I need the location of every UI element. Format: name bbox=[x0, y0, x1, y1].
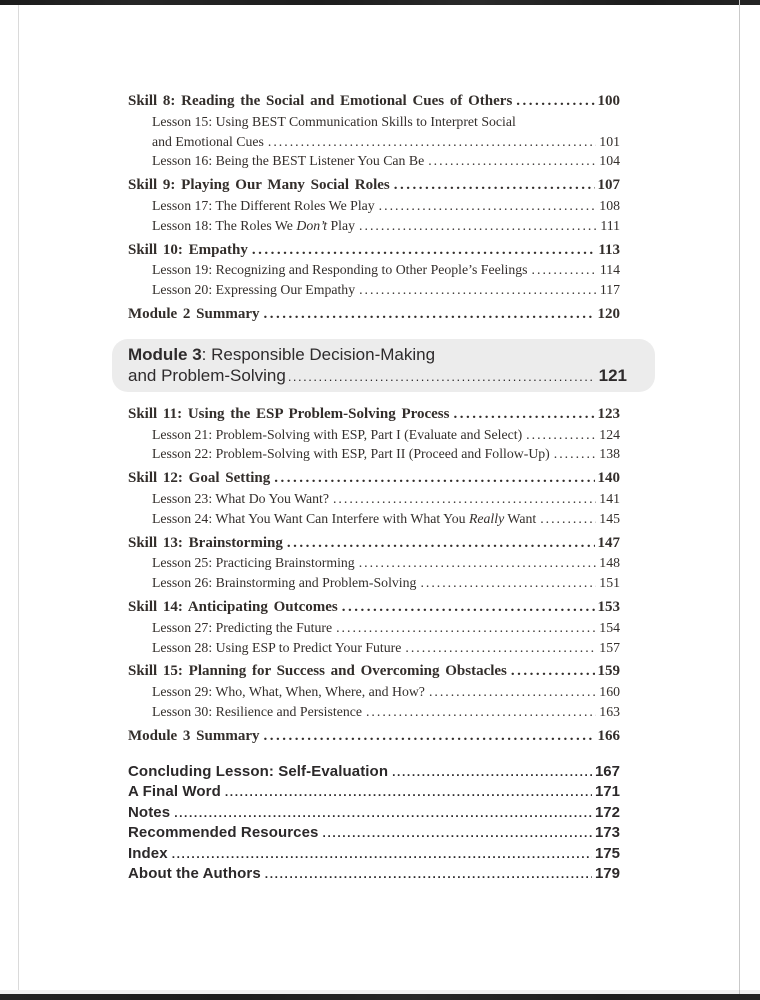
toc-entry bbox=[128, 598, 620, 618]
dot-leader bbox=[394, 176, 595, 196]
dot-leader bbox=[405, 638, 596, 658]
toc-entry-label: Lesson 26: Brainstorming and Problem-Solving bbox=[152, 575, 417, 591]
toc-entry bbox=[128, 803, 620, 824]
dot-leader bbox=[532, 260, 597, 280]
toc-entry-label: Notes bbox=[128, 803, 171, 821]
toc-entry bbox=[128, 782, 620, 803]
page-number: 159 bbox=[597, 663, 620, 680]
dot-leader bbox=[359, 280, 597, 300]
page-number: 160 bbox=[599, 684, 620, 700]
toc-entry-label: Lesson 25: Practicing Brainstorming bbox=[152, 555, 355, 571]
toc-entry-label: Lesson 28: Using ESP to Predict Your Future bbox=[152, 639, 402, 655]
toc-entry-label: and Emotional Cues bbox=[152, 133, 264, 149]
toc-entry bbox=[128, 405, 620, 425]
dot-leader bbox=[225, 782, 592, 803]
module3-title-rest: : Responsible Decision-Making bbox=[201, 344, 436, 364]
toc-entry bbox=[128, 216, 620, 236]
dot-leader bbox=[392, 762, 592, 783]
toc-entry bbox=[128, 196, 620, 216]
dot-leader bbox=[288, 365, 595, 387]
dot-leader bbox=[359, 216, 597, 236]
toc-entry bbox=[128, 638, 620, 658]
toc-entry-label: Lesson 15: Using BEST Communication Skills to Interpret Social bbox=[152, 113, 516, 129]
scan-edge-top bbox=[0, 0, 760, 5]
toc-entry-label: Module 2 Summary bbox=[128, 305, 260, 322]
toc-entry bbox=[128, 469, 620, 489]
toc-entry-label: Lesson 29: Who, What, When, Where, and How? bbox=[152, 684, 425, 700]
dot-leader bbox=[342, 598, 595, 618]
dot-leader bbox=[323, 823, 592, 844]
dot-leader bbox=[252, 241, 595, 261]
toc-entry-label: Lesson 21: Problem-Solving with ESP, Part I (Evaluate and Select) bbox=[152, 426, 523, 442]
toc-entry-label: Lesson 20: Expressing Our Empathy bbox=[152, 282, 356, 298]
toc-entry-label: Skill 15: Planning for Success and Overcoming Obstacles bbox=[128, 663, 507, 680]
toc-entry bbox=[128, 280, 620, 300]
toc-entry bbox=[128, 151, 620, 171]
toc-entry bbox=[128, 864, 620, 885]
toc-entry-label: Skill 9: Playing Our Many Social Roles bbox=[128, 177, 390, 194]
page-number: 121 bbox=[598, 365, 627, 385]
toc-entry bbox=[128, 553, 620, 573]
page-edge-line-right bbox=[739, 0, 740, 994]
toc-entry bbox=[128, 618, 620, 638]
page-number: 153 bbox=[597, 598, 620, 615]
dot-leader bbox=[420, 573, 596, 593]
dot-leader bbox=[172, 844, 592, 865]
toc-entry-label: A Final Word bbox=[128, 783, 221, 801]
toc-entry bbox=[128, 727, 620, 747]
page-number: 107 bbox=[597, 177, 620, 194]
dot-leader bbox=[274, 469, 594, 489]
toc-entry-label: Lesson 16: Being the BEST Listener You Can Be bbox=[152, 153, 425, 169]
toc-entry-label: About the Authors bbox=[128, 865, 261, 883]
page-number: 108 bbox=[599, 197, 620, 213]
toc-entry bbox=[128, 662, 620, 682]
toc-entry-label: Skill 13: Brainstorming bbox=[128, 534, 283, 551]
toc-entry bbox=[128, 844, 620, 865]
module3-header bbox=[112, 339, 655, 392]
toc-entry bbox=[128, 92, 620, 112]
page-number: 138 bbox=[599, 446, 620, 462]
page-number: 141 bbox=[599, 490, 620, 506]
page-number: 140 bbox=[597, 470, 620, 487]
scan-edge-bottom bbox=[0, 994, 760, 1000]
dot-leader bbox=[526, 425, 596, 445]
dot-leader bbox=[428, 151, 596, 171]
module3-title-line2: and Problem-Solving bbox=[128, 365, 286, 385]
toc-entry bbox=[128, 702, 620, 722]
toc-entry bbox=[128, 573, 620, 593]
toc-entry bbox=[128, 534, 620, 554]
toc-entry-label: Recommended Resources bbox=[128, 824, 319, 842]
toc-entry-label: Lesson 24: What You Want Can Interfere with What You Really Want bbox=[152, 510, 537, 526]
toc-entry-label: Lesson 22: Problem-Solving with ESP, Part II (Proceed and Follow-Up) bbox=[152, 446, 550, 462]
toc-entry bbox=[128, 489, 620, 509]
page-number: 154 bbox=[599, 619, 620, 635]
toc-entry bbox=[128, 132, 620, 152]
page-number: 179 bbox=[594, 865, 620, 883]
toc-entry-label: Lesson 19: Recognizing and Responding to Other People’s Feelings bbox=[152, 262, 528, 278]
module3-title-line2-row bbox=[128, 365, 627, 387]
toc-entry-label: Skill 11: Using the ESP Problem-Solving Process bbox=[128, 405, 450, 422]
toc-entry bbox=[128, 762, 620, 783]
toc-entry-label: Lesson 17: The Different Roles We Play bbox=[152, 197, 375, 213]
toc-entry bbox=[128, 425, 620, 445]
toc-entry bbox=[128, 444, 620, 464]
dot-leader bbox=[265, 864, 592, 885]
toc-entry bbox=[128, 112, 620, 132]
page-number: 113 bbox=[598, 241, 620, 258]
page-number: 100 bbox=[597, 93, 620, 109]
toc-entry-label: Skill 12: Goal Setting bbox=[128, 470, 271, 487]
page-number: 101 bbox=[599, 133, 620, 149]
page-number: 104 bbox=[599, 153, 620, 169]
dot-leader bbox=[287, 534, 595, 554]
page-number: 151 bbox=[599, 575, 620, 591]
dot-leader bbox=[516, 92, 594, 112]
page-number: 124 bbox=[599, 426, 620, 442]
dot-leader bbox=[511, 662, 595, 682]
toc-entry bbox=[128, 241, 620, 261]
page-number: 163 bbox=[599, 703, 620, 719]
dot-leader bbox=[366, 702, 596, 722]
toc-entry bbox=[128, 509, 620, 529]
dot-leader bbox=[540, 509, 596, 529]
page-number: 167 bbox=[594, 762, 620, 780]
page-number: 157 bbox=[599, 639, 620, 655]
module3-label: Module 3 bbox=[128, 344, 202, 364]
page-number: 123 bbox=[597, 405, 620, 422]
toc-entry bbox=[128, 305, 620, 325]
toc-entry-label: Module 3 Summary bbox=[128, 727, 260, 744]
toc-entry-label: Index bbox=[128, 844, 168, 862]
dot-leader bbox=[379, 196, 597, 216]
toc-entry-label: Lesson 18: The Roles We Don’t Play bbox=[152, 217, 356, 233]
toc-entry-label: Lesson 30: Resilience and Persistence bbox=[152, 703, 362, 719]
page-number: 120 bbox=[597, 305, 620, 322]
page-number: 166 bbox=[597, 727, 620, 744]
page-edge-line-left bbox=[18, 5, 19, 990]
toc-entry-label: Lesson 23: What Do You Want? bbox=[152, 490, 329, 506]
page-number: 145 bbox=[599, 510, 620, 526]
dot-leader bbox=[336, 618, 596, 638]
dot-leader bbox=[264, 727, 595, 747]
dot-leader bbox=[174, 803, 592, 824]
toc-entry-label: Skill 10: Empathy bbox=[128, 241, 248, 258]
page-number: 148 bbox=[599, 555, 620, 571]
back-matter-section bbox=[128, 762, 620, 886]
dot-leader bbox=[264, 305, 595, 325]
page-number: 173 bbox=[594, 824, 620, 842]
page-number: 111 bbox=[600, 217, 620, 233]
dot-leader bbox=[359, 553, 597, 573]
toc-entry bbox=[128, 823, 620, 844]
page-number: 171 bbox=[594, 783, 620, 801]
page-number: 175 bbox=[594, 844, 620, 862]
toc-module2-section bbox=[128, 92, 620, 325]
toc-entry-label: Skill 8: Reading the Social and Emotional Cues of Others bbox=[128, 93, 513, 109]
toc-entry bbox=[128, 260, 620, 280]
toc-module3-section bbox=[128, 405, 620, 747]
toc-entry-label: Lesson 27: Predicting the Future bbox=[152, 619, 333, 635]
dot-leader bbox=[554, 444, 597, 464]
toc-entry-label: Skill 14: Anticipating Outcomes bbox=[128, 598, 338, 615]
page-number: 172 bbox=[594, 803, 620, 821]
page-number: 114 bbox=[599, 262, 620, 278]
dot-leader bbox=[333, 489, 596, 509]
dot-leader bbox=[429, 682, 596, 702]
module3-title-line1 bbox=[128, 344, 627, 365]
dot-leader bbox=[268, 132, 596, 152]
toc-entry-label: Concluding Lesson: Self-Evaluation bbox=[128, 762, 389, 780]
page-number: 117 bbox=[599, 282, 620, 298]
table-of-contents bbox=[128, 92, 627, 885]
toc-entry bbox=[128, 682, 620, 702]
toc-entry bbox=[128, 176, 620, 196]
dot-leader bbox=[453, 405, 594, 425]
page-number: 147 bbox=[597, 534, 620, 551]
